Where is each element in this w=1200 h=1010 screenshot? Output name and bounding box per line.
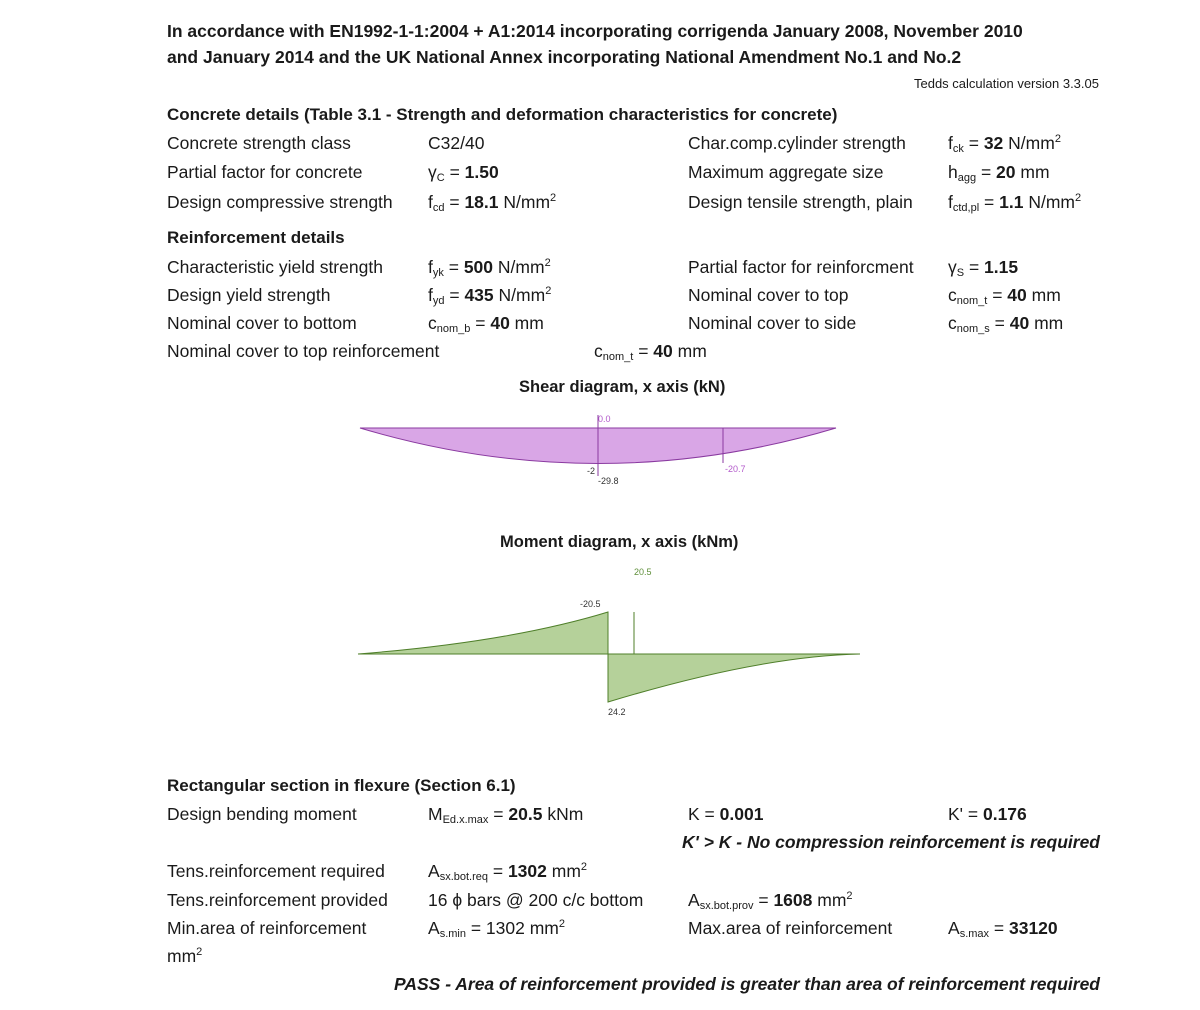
concrete-section-title: Concrete details (Table 3.1 - Strength and deformation characteristics for concrete) <box>167 105 838 124</box>
cnom-b-value: $c_{nom\_b} = 40$ mm <box>428 313 544 335</box>
moment-area-negative <box>358 612 608 654</box>
asprov-value: $A_{sx.bot.prov} = 1608$ $mm^2$ <box>688 890 853 912</box>
header-line-1: In accordance with EN1992-1-1:2004 + A1:2014 incorporating corrigenda January 2008, November 2010 <box>167 21 1023 41</box>
partial-factor-concrete-label: Partial factor for concrete <box>167 162 363 182</box>
shear-diagram <box>340 405 860 500</box>
shear-min-label: -29.8 <box>598 476 619 486</box>
moment-diagram <box>340 560 880 725</box>
aggregate-size-label: Maximum aggregate size <box>688 162 884 182</box>
cnom-t2-value: $c_{nom\_t} = 40$ mm <box>594 341 707 363</box>
compression-note: K' > K - No compression reinforcement is required <box>682 832 1100 852</box>
asmax-value: $A_{s.max} = 33120$ <box>948 918 1058 940</box>
gamma-s-value: $\gamma_S = 1.15$ <box>948 257 1019 279</box>
cnom-t-value: $c_{nom\_t} = 40$ mm <box>948 285 1061 307</box>
moment-diagram-title: Moment diagram, x axis (kNm) <box>500 533 739 551</box>
fyk-value: $f_{yk} = 500$ $N/mm^2$ <box>428 257 551 279</box>
asmax-wrapped-unit: $mm^2$ <box>167 946 203 966</box>
kprime-value: K' = 0.176 <box>948 804 1027 824</box>
cover-top-reinf-label: Nominal cover to top reinforcement <box>167 341 440 361</box>
max-area-label: Max.area of reinforcement <box>688 918 893 938</box>
moment-pos-label: 24.2 <box>608 707 626 717</box>
design-compressive-label: Design compressive strength <box>167 192 393 212</box>
gamma-c-value: $\gamma_C = 1.50$ <box>428 162 499 184</box>
k-value: K = 0.001 <box>688 804 764 824</box>
design-yield-label: Design yield strength <box>167 285 331 305</box>
med-value: $M_{Ed.x.max} = 20.5$ kNm <box>428 804 584 826</box>
cover-top-label: Nominal cover to top <box>688 285 849 305</box>
header-line-2: and January 2014 and the UK National Annex incorporating National Amendment No.1 and No.2 <box>167 47 962 67</box>
strength-class-value: C32/40 <box>428 133 485 153</box>
cnom-s-value: $c_{nom\_s} = 40$ mm <box>948 313 1064 335</box>
bending-moment-label: Design bending moment <box>167 804 357 824</box>
bars-provided: 16 ϕ bars @ 200 c/c bottom <box>428 890 644 910</box>
cover-side-label: Nominal cover to side <box>688 313 857 333</box>
shear-top-label: 0.0 <box>598 414 611 424</box>
pass-note: PASS - Area of reinforcement provided is greater than area of reinforcement required <box>393 974 1100 994</box>
asreq-value: $A_{sx.bot.req} = 1302$ $mm^2$ <box>428 861 588 883</box>
version-text: Tedds calculation version 3.3.05 <box>913 76 1099 91</box>
cyl-strength-label: Char.comp.cylinder strength <box>688 133 906 153</box>
min-area-label: Min.area of reinforcement <box>167 918 367 938</box>
yield-strength-label: Characteristic yield strength <box>167 257 383 277</box>
hagg-value: $h_{agg} = 20$ mm <box>948 162 1050 184</box>
shear-left-label: -2 <box>587 466 596 476</box>
shear-diagram-title: Shear diagram, x axis (kN) <box>519 378 726 396</box>
strength-class-label: Concrete strength class <box>167 133 351 153</box>
design-tensile-label: Design tensile strength, plain <box>688 192 913 212</box>
reinforcement-section-title: Reinforcement details <box>167 228 345 247</box>
fyd-value: $f_{yd} = 435$ $N/mm^2$ <box>428 285 552 307</box>
cover-bottom-label: Nominal cover to bottom <box>167 313 357 333</box>
moment-area-positive <box>608 654 860 702</box>
tens-required-label: Tens.reinforcement required <box>167 861 385 881</box>
fctd-value: $f_{ctd,pl} = 1.1$ $N/mm^2$ <box>948 192 1082 214</box>
asmin-value: $A_{s.min} = 1302$ $mm^2$ <box>428 918 566 940</box>
moment-top-label: 20.5 <box>634 567 652 577</box>
shear-right-label: -20.7 <box>725 464 746 474</box>
flexure-section-title: Rectangular section in flexure (Section 6.1) <box>167 776 516 795</box>
fck-value: $f_{ck} = 32$ $N/mm^2$ <box>948 133 1061 155</box>
tens-provided-label: Tens.reinforcement provided <box>167 890 388 910</box>
fcd-value: $f_{cd} = 18.1$ $N/mm^2$ <box>428 192 557 214</box>
moment-neg-label: -20.5 <box>580 599 601 609</box>
partial-factor-reinf-label: Partial factor for reinforcment <box>688 257 914 277</box>
